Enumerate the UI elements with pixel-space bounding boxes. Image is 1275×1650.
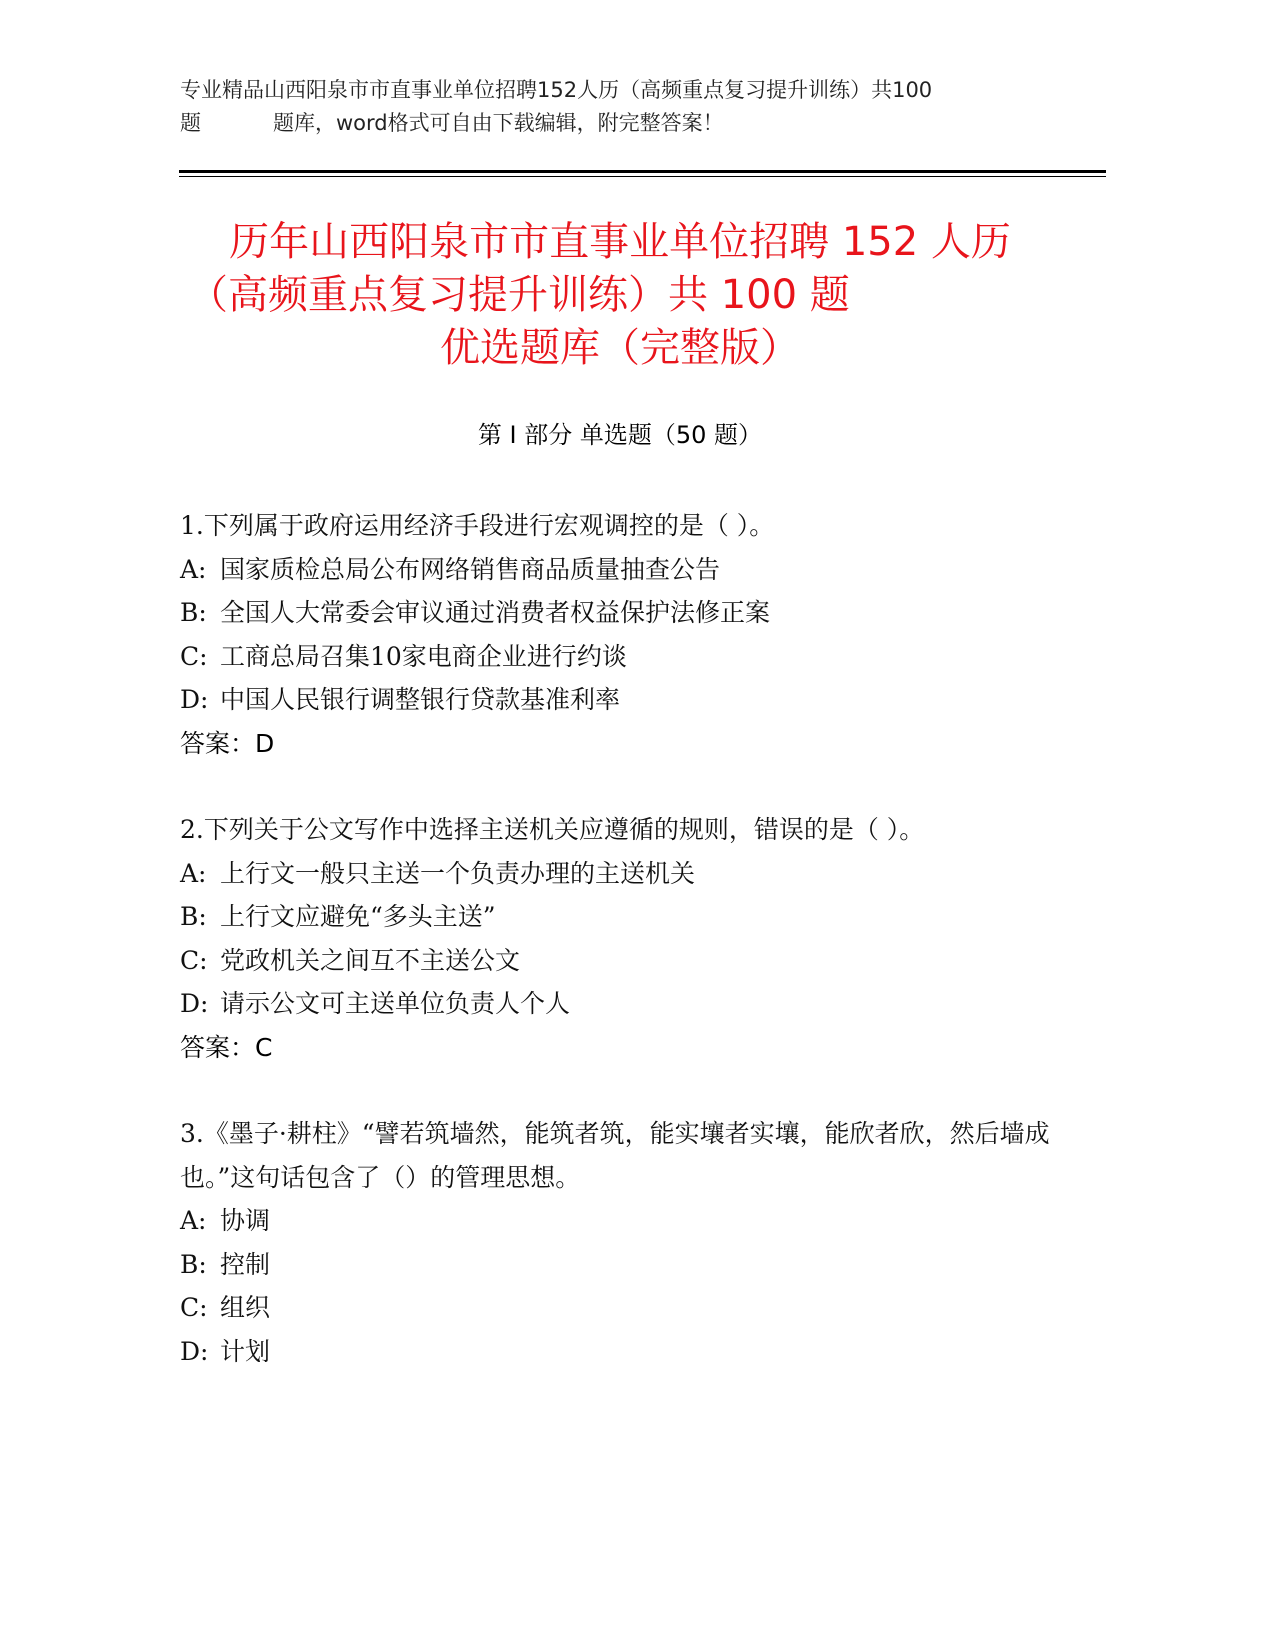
header-rule-thin xyxy=(179,176,1106,177)
option-b xyxy=(180,895,1060,939)
option-text: 请示公文可主送单位负责人个人 xyxy=(220,989,571,1018)
header-note-line-2-end: 题库，word格式可自由下载编辑，附完整答案！ xyxy=(273,111,724,135)
title-line-1: 历年山西阳泉市市直事业单位招聘 152 人历 xyxy=(229,219,1011,265)
answer-line: 答案：D xyxy=(180,728,275,758)
option-letter: B: xyxy=(180,1249,207,1279)
title-line-3: 优选题库（完整版） xyxy=(440,325,800,371)
option-text: 上行文应避免“多头主送” xyxy=(220,902,496,931)
option-text: 国家质检总局公布网络销售商品质量抽查公告 xyxy=(220,554,721,584)
option-letter: A: xyxy=(180,858,207,888)
option-c xyxy=(180,939,1060,983)
option-b xyxy=(180,1243,1060,1287)
document-title xyxy=(180,216,1060,375)
option-c xyxy=(180,635,1060,679)
title-line-2: （高频重点复习提升训练）共 100 题 xyxy=(188,272,850,318)
answer-line: 答案：C xyxy=(180,1032,273,1062)
option-letter: A: xyxy=(180,554,207,584)
question-1 xyxy=(180,504,1060,765)
option-c xyxy=(180,1286,1060,1330)
option-letter: D: xyxy=(180,685,209,714)
header-note-line-2 xyxy=(180,107,1060,140)
question-3 xyxy=(180,1112,1060,1373)
option-d xyxy=(180,982,1060,1026)
option-text: 全国人大常委会审议通过消费者权益保护法修正案 xyxy=(220,598,771,627)
option-text: 上行文一般只主送一个负责办理的主送机关 xyxy=(220,858,696,888)
question-2 xyxy=(180,808,1060,1069)
option-letter: A: xyxy=(180,1206,207,1235)
option-text: 协调 xyxy=(220,1206,271,1235)
option-text: 组织 xyxy=(220,1293,271,1322)
header-note-line-2-start: 题 xyxy=(180,111,201,135)
header-note-line-1: 专业精品山西阳泉市市直事业单位招聘152人历（高频重点复习提升训练）共100 xyxy=(180,78,933,102)
option-letter: B: xyxy=(180,598,207,627)
question-stem: 3.《墨子·耕柱》“譬若筑墙然，能筑者筑，能实壤者实壤，能欣者欣，然后墙成也。”这句话包含了（）的管理思想。 xyxy=(180,1119,1050,1192)
section-heading: 第 I 部分 单选题（50 题） xyxy=(477,421,763,449)
option-a xyxy=(180,1199,1060,1243)
option-a xyxy=(180,548,1060,592)
option-letter: B: xyxy=(180,902,207,931)
option-d xyxy=(180,1330,1060,1374)
header-note xyxy=(180,74,1060,140)
option-letter: C: xyxy=(180,945,208,975)
option-text: 工商总局召集10家电商企业进行约谈 xyxy=(220,641,627,671)
option-d xyxy=(180,678,1060,722)
option-text: 党政机关之间互不主送公文 xyxy=(220,945,521,975)
option-text: 计划 xyxy=(220,1336,271,1366)
option-text: 中国人民银行调整银行贷款基准利率 xyxy=(220,685,621,714)
option-b xyxy=(180,591,1060,635)
question-stem: 2.下列关于公文写作中选择主送机关应遵循的规则，错误的是（ ）。 xyxy=(180,815,925,844)
option-letter: C: xyxy=(180,1293,208,1322)
option-letter: C: xyxy=(180,641,208,671)
option-letter: D: xyxy=(180,989,209,1018)
option-a xyxy=(180,852,1060,896)
option-text: 控制 xyxy=(220,1249,271,1279)
question-stem: 1.下列属于政府运用经济手段进行宏观调控的是（ ）。 xyxy=(180,511,775,540)
header-rule-thick xyxy=(179,170,1106,173)
option-letter: D: xyxy=(180,1336,209,1366)
question-list xyxy=(180,504,1060,1416)
